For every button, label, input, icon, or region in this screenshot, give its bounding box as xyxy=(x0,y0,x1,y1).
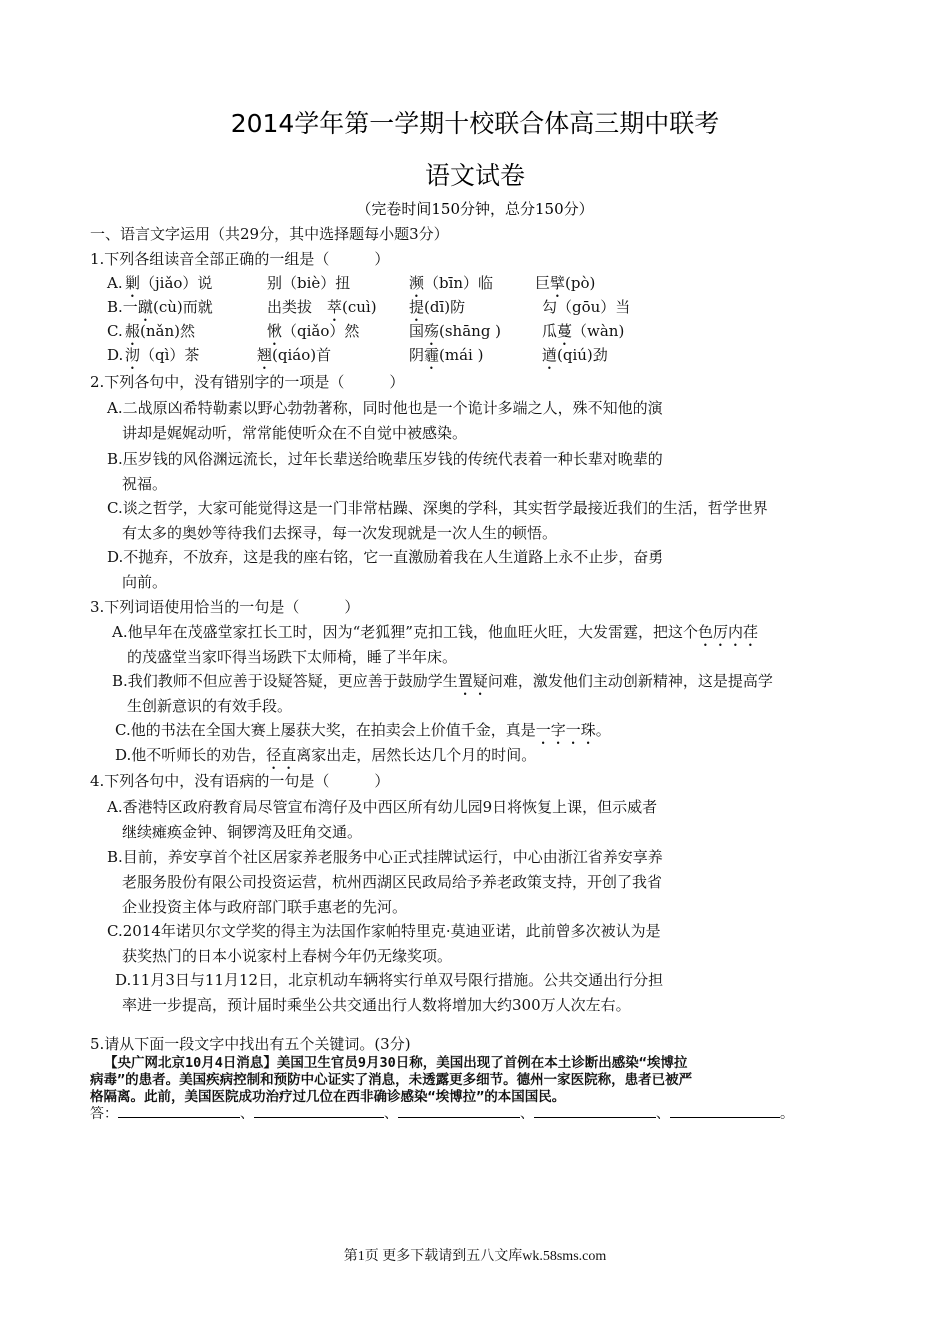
dotted-phrase: 径直 xyxy=(266,746,297,764)
answer-blank-1[interactable] xyxy=(118,1103,240,1118)
passage-line-1: 【央广网北京10月4日消息】美国卫生官员9月30日称，美国出现了首例在本土诊断出感染“埃博拉 xyxy=(104,1055,688,1071)
dotted-char: 剿 xyxy=(125,274,141,292)
question-2-option-b: B.压岁钱的风俗渊远流长，过年长辈送给晚辈压岁钱的传统代表着一种长辈对晚辈的 xyxy=(107,450,663,468)
answer-blank-4[interactable] xyxy=(534,1103,656,1118)
pinyin-text: (qiáo)首 xyxy=(272,346,332,364)
option-word: 瓜 xyxy=(542,322,558,340)
question-2-stem: 2.下列各句中，没有错别字的一项是（ ） xyxy=(90,373,405,391)
option-label: D. xyxy=(107,346,124,364)
answer-separator: 、 xyxy=(656,1106,670,1122)
option-label: C. xyxy=(107,322,123,340)
question-2-option-d-cont: 向前。 xyxy=(122,573,168,591)
dotted-char: 擘 xyxy=(550,274,566,292)
exam-subtitle: 语文试卷 xyxy=(424,161,525,190)
option-word: 出类拔 xyxy=(267,298,313,316)
pinyin-text: (cuì) xyxy=(342,298,377,316)
question-2-option-a: A.二战原凶希特勒素以野心勃勃著称，同时他也是一个诡计多端之人，殊不知他的演 xyxy=(107,399,663,417)
question-4-option-a-cont: 继续瘫痪金钟、铜锣湾及旺角交通。 xyxy=(122,823,363,841)
pinyin-text: （jiǎo）说 xyxy=(140,274,213,292)
dotted-phrase: 一字一珠 xyxy=(535,721,596,739)
option-text: 问难，激发他们主动创新精神，这是提高学 xyxy=(487,672,773,690)
passage-line-2: 病毒”的患者。美国疾病控制和预防中心证实了消息，未透露更多细节。德州一家医院称，患者已被严 xyxy=(90,1072,693,1088)
question-4-option-b-cont-2: 企业投资主体与政府部门联手惠老的先河。 xyxy=(122,898,408,916)
dotted-phrase: 置疑 xyxy=(457,672,488,690)
option-text: D.他不听师长的劝告， xyxy=(115,746,267,764)
exam-duration-note: （完卷时间150分钟，总分150分） xyxy=(356,200,594,218)
answer-line xyxy=(90,1103,794,1124)
dotted-char: 提 xyxy=(409,298,425,316)
option-text: 离家出走，居然长达几个月的时间。 xyxy=(296,746,537,764)
dotted-char: 濒 xyxy=(409,274,425,292)
answer-blank-5[interactable] xyxy=(670,1103,780,1118)
dotted-char: 蹴 xyxy=(138,298,154,316)
option-word: 巨 xyxy=(535,274,551,292)
pinyin-text: (dī)防 xyxy=(424,298,466,316)
dotted-char: 愀 xyxy=(267,322,283,340)
question-3-option-a-cont: 的茂盛堂当家吓得当场跌下太师椅，睡了半年床。 xyxy=(127,648,458,666)
dotted-char: 霾 xyxy=(424,346,440,364)
question-3-option-a xyxy=(112,622,758,650)
question-2-option-a-cont: 讲却是娓娓动听，常常能使听众在不自觉中被感染。 xyxy=(122,424,468,442)
dotted-char: 翘 xyxy=(257,346,273,364)
answer-separator: 、 xyxy=(520,1106,534,1122)
answer-blank-3[interactable] xyxy=(398,1103,520,1118)
answer-separator: 、 xyxy=(240,1106,254,1122)
question-2-option-b-cont: 祝福。 xyxy=(122,475,168,493)
question-3-option-b xyxy=(112,671,773,699)
pinyin-text: (mái ) xyxy=(439,346,484,364)
dotted-char: 赧 xyxy=(125,322,141,340)
page-footer: 第1页 更多下载请到五八文库wk.58sms.com xyxy=(343,1249,607,1264)
dotted-char: 遒 xyxy=(542,346,558,364)
question-2-option-d: D.不抛弃，不放弃，这是我的座右铭，它一直激励着我在人生道路上永不止步，奋勇 xyxy=(107,548,664,566)
question-4-option-c-cont: 获奖热门的日本小说家村上春树今年仍无缘奖项。 xyxy=(122,947,453,965)
pinyin-text: (cù)而就 xyxy=(153,298,213,316)
question-4-stem: 4.下列各句中，没有语病的一句是（ ） xyxy=(90,772,390,790)
question-1-stem: 1.下列各组读音全部正确的一组是（ ） xyxy=(90,250,390,268)
pinyin-text: （wàn) xyxy=(572,322,625,340)
question-3-stem: 3.下列词语使用恰当的一句是（ ） xyxy=(90,598,360,616)
question-3-option-b-cont: 生创新意识的有效手段。 xyxy=(127,697,293,715)
question-3-option-d xyxy=(115,745,536,773)
dotted-char: 殇 xyxy=(424,322,440,340)
question-4-option-d-cont: 率进一步提高，预计届时乘坐公共交通出行人数将增加大约300万人次左右。 xyxy=(122,996,631,1014)
dotted-phrase: 色厉内荏 xyxy=(697,623,758,641)
option-word: 国 xyxy=(409,322,425,340)
option-label: A. xyxy=(107,274,123,292)
answer-separator: 、 xyxy=(384,1106,398,1122)
option-word: 阴 xyxy=(409,346,425,364)
dotted-char: 沏 xyxy=(125,346,141,364)
option-text: 。 xyxy=(595,721,611,739)
option-text: B.我们教师不但应善于设疑答疑，更应善于鼓励学生 xyxy=(112,672,458,690)
pinyin-text: （qiǎo）然 xyxy=(282,322,360,340)
question-5-stem: 5.请从下面一段文字中找出有五个关键词。(3分) xyxy=(90,1035,411,1053)
option-word: 别（biè）扭 xyxy=(267,274,351,292)
option-text: C.他的书法在全国大赛上屡获大奖，在拍卖会上价值千金，真是 xyxy=(115,721,536,739)
pinyin-text: (qiú)劲 xyxy=(557,346,608,364)
pinyin-text: (pò) xyxy=(565,274,596,292)
question-3-option-c xyxy=(115,720,611,748)
section-heading: 一、语言文字运用（共29分，其中选择题每小题3分） xyxy=(90,225,449,243)
option-label: B.一 xyxy=(107,298,138,316)
pinyin-text: （bīn）临 xyxy=(424,274,494,292)
exam-title: 2014学年第一学期十校联合体高三期中联考 xyxy=(230,109,720,138)
option-word: 勾（gōu）当 xyxy=(542,298,631,316)
question-4-option-b-cont-1: 老服务股份有限公司投资运营，杭州西湖区民政局给予养老政策支持，开创了我省 xyxy=(122,873,663,891)
question-2-option-c-cont: 有太多的奥妙等待我们去探寻，每一次发现就是一次人生的顿悟。 xyxy=(122,524,558,542)
question-2-option-c: C.谈之哲学，大家可能觉得这是一门非常枯躁、深奥的学科，其实哲学最接近我们的生活，哲学世界 xyxy=(107,499,768,517)
dotted-char: 蔓 xyxy=(557,322,573,340)
pinyin-text: （qì）茶 xyxy=(140,346,200,364)
answer-blank-2[interactable] xyxy=(254,1103,384,1118)
pinyin-text: (nǎn)然 xyxy=(140,322,195,340)
pinyin-text: (shāng ) xyxy=(439,322,502,340)
option-text: A.他早年在茂盛堂家扛长工时，因为“老狐狸”克扣工钱，他血旺火旺，大发雷霆，把这个 xyxy=(112,623,698,641)
question-4-option-c: C.2014年诺贝尔文学奖的得主为法国作家帕特里克·莫迪亚诺，此前曾多次被认为是 xyxy=(107,922,661,940)
question-4-option-b: B.目前，养安享首个社区居家养老服务中心正式挂牌试运行，中心由浙江省养安享养 xyxy=(107,848,663,866)
answer-end: 。 xyxy=(780,1106,794,1122)
dotted-char: 萃 xyxy=(327,298,343,316)
question-4-option-d: D.11月3日与11月12日，北京机动车辆将实行单双号限行措施。公共交通出行分担 xyxy=(115,971,664,989)
question-4-option-a: A.香港特区政府教育局尽管宣布湾仔及中西区所有幼儿园9日将恢复上课，但示威者 xyxy=(107,798,658,816)
passage-line-3: 格隔离。此前，美国医院成功治疗过几位在西非确诊感染“埃博拉”的本国国民。 xyxy=(90,1089,566,1105)
answer-label: 答： xyxy=(90,1106,118,1122)
